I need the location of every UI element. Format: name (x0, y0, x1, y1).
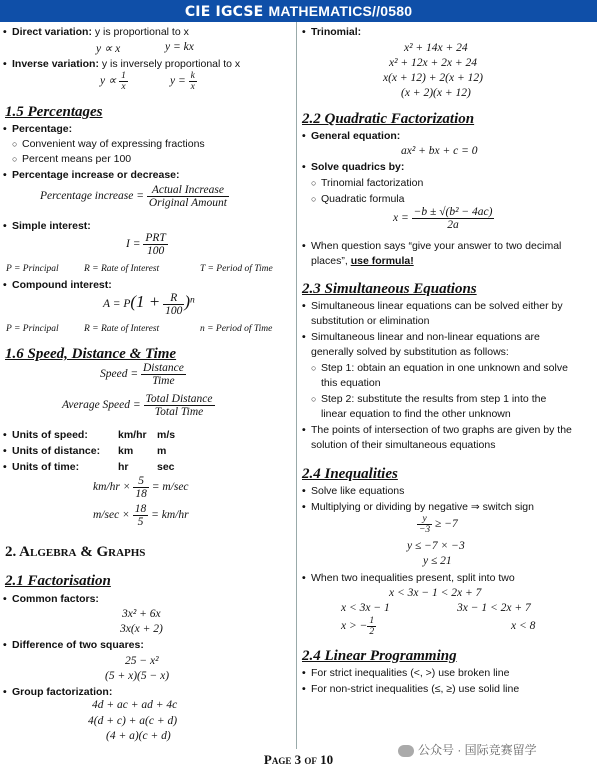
linear-programming-item-2: • For non-strict inequalities (≤, ≥) use solid line (311, 683, 519, 695)
inequality-eq6b: x < 8 (511, 620, 536, 632)
legend-rate: R = Rate of Interest (84, 264, 160, 274)
direct-eq1: y ∝ x (96, 43, 121, 55)
legend2-time: n = Period of Time (200, 324, 273, 334)
legend-time: T = Period of Time (200, 264, 273, 274)
inequality-item-3: • When two inequalities present, split into two (311, 572, 515, 584)
common-eq2: 3x(x + 2) (120, 623, 163, 635)
group-factorization-item: • Group factorization: (12, 686, 112, 698)
section-1-6-title: 1.6 Speed, Distance & Time (5, 346, 177, 362)
inverse-frac1: $\frac{1}{x}$ (121, 71, 126, 92)
header-subject: MATHEMATICS//0580 (268, 3, 413, 19)
units-distance-item: • Units of distance: (12, 445, 100, 457)
section-2-1-title: 2.1 Factorisation (5, 573, 111, 589)
section-2-3-title: 2.3 Simultaneous Equations (302, 281, 477, 297)
step2: ○ Step 2: substitute the results from step 1 into the (321, 393, 546, 405)
general-equation-item: • General equation: (311, 130, 400, 142)
speed-frac: $\frac{\text{Distance}}{\text{Time}}$ (142, 362, 184, 387)
trinomial-eq2: x² + 12x + 2x + 24 (389, 57, 478, 69)
inequality-eq5b: 3x − 1 < 2x + 7 (457, 602, 531, 614)
watermark (398, 741, 537, 758)
trinomial-eq1: x² + 14x + 24 (404, 42, 468, 54)
units-distance-v1: km (118, 445, 134, 457)
inequality-eq6a: x > − $\frac{1}{2}$ (341, 616, 375, 637)
simultaneous-item-2: • Simultaneous linear and non-linear equations are (311, 331, 540, 343)
wechat-icon (398, 745, 414, 757)
difference-eq1: 25 − x² (125, 655, 159, 667)
inequality-eq4: x < 3x − 1 < 2x + 7 (389, 587, 482, 599)
watermark-text: 公众号 · 国际竞赛留学 (418, 743, 537, 757)
solve-sub2: ○ Quadratic formula (321, 193, 404, 205)
percentage-sub2: ○ Percent means per 100 (22, 153, 131, 165)
percentage-sub1: ○ Convenient way of expressing fractions (22, 138, 205, 150)
units-distance-v2: m (157, 445, 167, 457)
compound-interest-frac: $\frac{R}{100}$ (165, 292, 183, 317)
trinomial-eq4: (x + 2)(x + 12) (401, 87, 471, 99)
section-2-4-title: 2.4 Inequalities (302, 466, 398, 482)
page-number: Page 3 of 10 (263, 752, 334, 767)
step1-cont: this equation (321, 377, 381, 389)
direct-eq2: y = kx (165, 41, 194, 53)
inverse-variation-item (12, 58, 240, 70)
difference-squares-item: • Difference of two squares: (12, 639, 144, 651)
inverse-eq2: y = $\frac{k}{x}$ (170, 71, 195, 92)
inequality-eq1: $\frac{y}{-3}$ ≥ −7 (419, 514, 458, 535)
compound-interest-formula: A = P(1 + $\frac{R}{100}$ )$^n$ (103, 292, 195, 317)
simultaneous-item-2-cont: generally solved by substitution as follows: (311, 346, 509, 358)
average-speed-frac: $\frac{\text{Total Distance}}{\text{Total Time}}$ (145, 393, 213, 418)
speed-formula: Speed = $\frac{\text{Distance}}{\text{Time}}$ (100, 362, 184, 387)
inequality-item-1: • Solve like equations (311, 485, 404, 497)
simple-interest-item: • Simple interest: (12, 220, 91, 232)
quadratic-formula-frac: $\frac{\text{−b ± √(b² − 4ac)}}{2a}$ (413, 206, 493, 231)
left-column (0, 22, 296, 749)
group-eq3: (4 + a)(c + d) (106, 730, 171, 742)
solve-sub1: ○ Trinomial factorization (321, 177, 423, 189)
inequality-item-2: • Multiplying or dividing by negative ⇒ switch sign (311, 501, 534, 513)
linear-programming-item-1: • For strict inequalities (<, >) use broken line (311, 667, 509, 679)
step1: ○ Step 1: obtain an equation in one unknown and solve (321, 362, 568, 374)
simple-interest-frac: $\frac{\text{PRT}}{100}$ (145, 232, 166, 257)
simple-interest-formula: I = $\frac{\text{PRT}}{100}$ (126, 232, 166, 257)
header-exam: CIE IGCSE (184, 4, 269, 20)
decimal-places-cont: places”, use formula! (311, 255, 414, 267)
percentage-increase-formula: Percentage increase = $\frac{\text{Actual Increase}}{\text{Original Amount}}$ (40, 184, 227, 209)
inequality-eq6a-frac: $\frac{1}{2}$ (369, 616, 375, 637)
units-time-v1: hr (118, 461, 129, 473)
inequality-eq3: y ≤ 21 (423, 555, 452, 567)
solve-quadrics-item: • Solve quadrics by: (311, 161, 404, 173)
conversion-msec-frac: $\frac{18}{5}$ (134, 503, 147, 528)
simultaneous-item-3-cont: solution of their simultaneous equations (311, 439, 496, 451)
section-2-4b-title: 2.4 Linear Programming (302, 648, 457, 664)
common-eq1: 3x² + 6x (122, 608, 161, 620)
legend2-principal: P = Principal (6, 324, 59, 334)
conversion-kmhr-formula: km/hr × $\frac{5}{18}$ = m/sec (93, 475, 189, 500)
simultaneous-item-1-cont: substitution or elimination (311, 315, 430, 327)
difference-eq2: (5 + x)(5 − x) (105, 670, 170, 682)
section-2-2-title: 2.2 Quadratic Factorization (302, 111, 475, 127)
units-time-item: • Units of time: (12, 461, 79, 473)
compound-interest-item: • Compound interest: (12, 279, 112, 291)
step2-cont: linear equation to find the other unknown (321, 408, 511, 420)
inverse-eq1: y ∝ $\frac{1}{x}$ (100, 71, 126, 92)
percentage-item: • Percentage: (12, 123, 72, 135)
percentage-increase-item: • Percentage increase or decrease: (12, 169, 180, 181)
direct-text: y is proportional to x (91, 26, 189, 38)
direct-variation-item (12, 26, 189, 38)
units-speed-item: • Units of speed: (12, 429, 88, 441)
inequality-eq5a: x < 3x − 1 (341, 602, 390, 614)
inequality-eq2: y ≤ −7 × −3 (407, 540, 465, 552)
units-speed-v2: m/s (157, 429, 176, 441)
conversion-msec-formula: m/sec × $\frac{18}{5}$ = km/hr (93, 503, 189, 528)
simultaneous-item-3: • The points of intersection of two graphs are given by the (311, 424, 572, 436)
page-header (0, 0, 597, 22)
trinomial-eq3: x(x + 12) + 2(x + 12) (383, 72, 483, 84)
legend-principal: P = Principal (6, 264, 59, 274)
units-speed-v1: km/hr (118, 429, 147, 441)
simultaneous-item-1: • Simultaneous linear equations can be solved either by (311, 300, 563, 312)
inequality-eq1-frac: $\frac{y}{-3}$ (419, 514, 431, 535)
group-eq1: 4d + ac + ad + 4c (92, 699, 178, 711)
inverse-frac2: $\frac{k}{x}$ (190, 71, 195, 92)
inverse-text: y is inversely proportional to x (98, 58, 241, 70)
general-equation: ax² + bx + c = 0 (401, 145, 478, 157)
percentage-increase-frac: $\frac{\text{Actual Increase}}{\text{Original Amount}}$ (148, 184, 227, 209)
conversion-kmhr-frac: $\frac{5}{18}$ (135, 475, 147, 500)
average-speed-formula: Average Speed = $\frac{\text{Total Distance}}{\text{Total Time}}$ (62, 393, 213, 418)
common-factors-item: • Common factors: (12, 593, 99, 605)
group-eq2: 4(d + c) + a(c + d) (88, 715, 178, 727)
decimal-places-item: • When question says “give your answer to two decimal (311, 240, 561, 252)
direct-label: Direct variation: (12, 26, 92, 38)
section-1-5-title: 1.5 Percentages (5, 104, 103, 120)
right-column (296, 22, 597, 749)
trinomial-item: • Trinomial: (311, 26, 361, 38)
inverse-label: Inverse variation: (12, 58, 99, 70)
legend2-rate: R = Rate of Interest (84, 324, 160, 334)
quadratic-formula: x = $\frac{\text{−b ± √(b² − 4ac)}}{2a}$ (393, 206, 493, 231)
units-time-v2: sec (157, 461, 175, 473)
chapter-2-title: 2. Algebra & Graphs (5, 544, 146, 560)
